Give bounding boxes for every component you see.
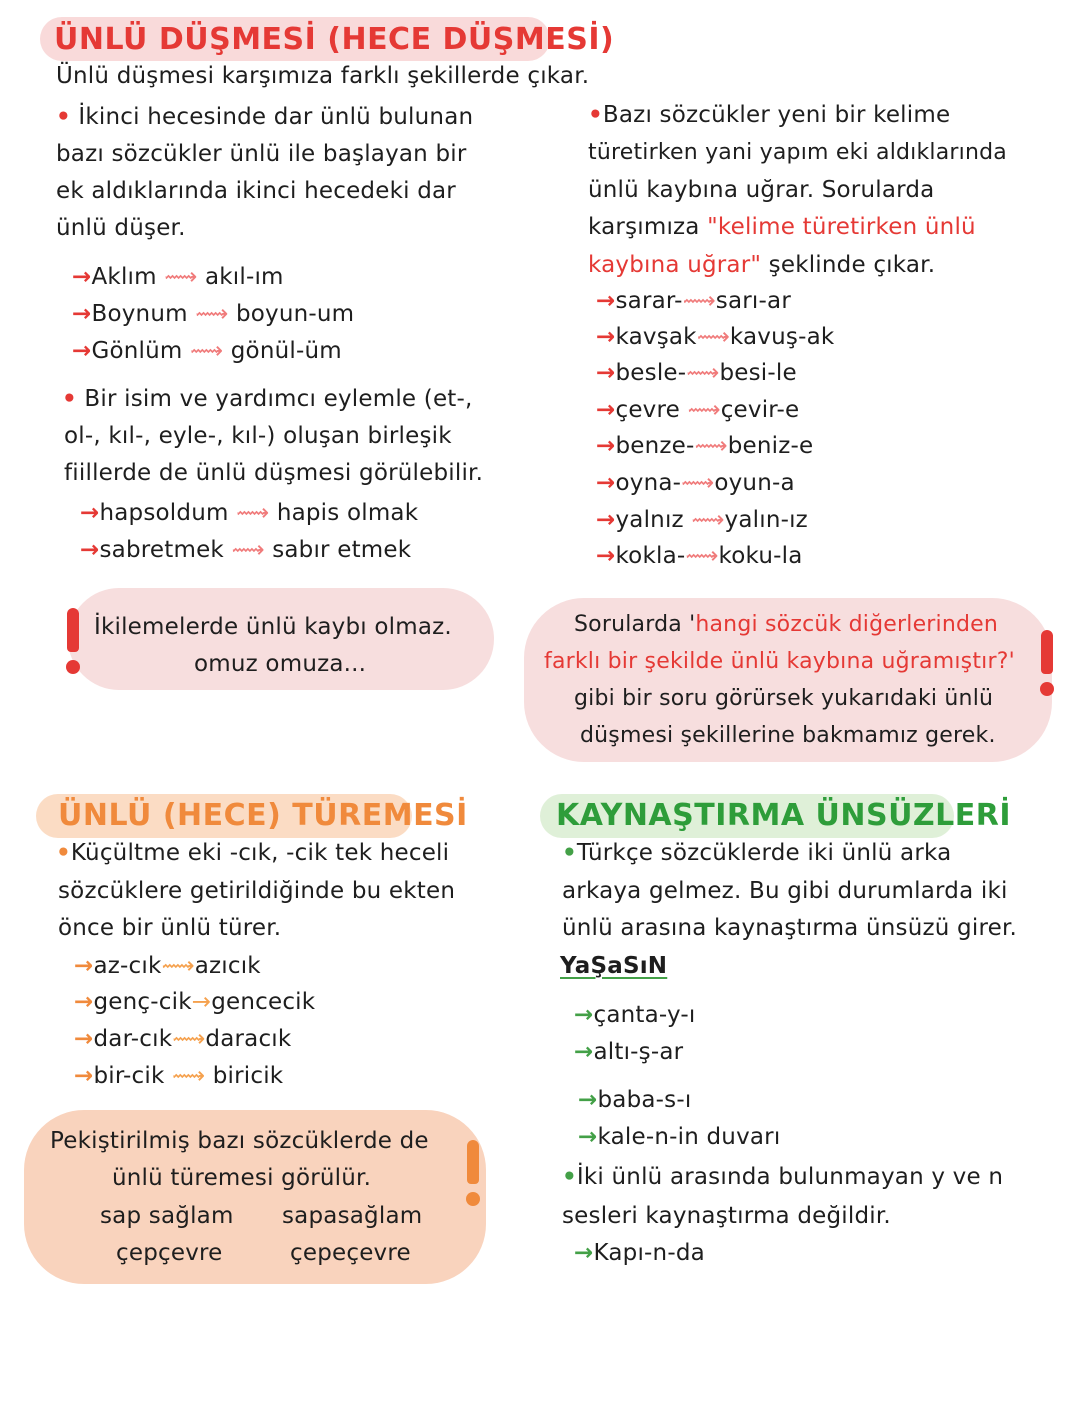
example-source: oyna-	[615, 470, 682, 496]
highlighted-text: "kelime türetirken ünlü	[707, 214, 976, 240]
wavy-arrow-icon: ⟿	[195, 301, 229, 327]
example-row	[596, 399, 799, 422]
wavy-arrow-icon: ⟿	[685, 543, 719, 569]
example-row	[596, 472, 795, 495]
arrow-icon: →	[74, 1026, 94, 1052]
arrow-icon: →	[72, 264, 92, 290]
example-row	[74, 1065, 283, 1088]
example-target: sabır etmek	[272, 537, 412, 563]
example-target: besi-le	[719, 360, 797, 386]
example-source: bir-cik	[93, 1063, 165, 1089]
example-text: kale-n-in duvarı	[597, 1124, 781, 1150]
arrow-icon: →	[596, 324, 616, 350]
arrow-icon: →	[596, 360, 616, 386]
compound-para-line-1	[62, 388, 473, 411]
arrow-icon: →	[596, 470, 616, 496]
arrow-icon: →	[596, 543, 616, 569]
arrow-icon: →	[596, 397, 616, 423]
arrow-icon: →	[596, 288, 616, 314]
left-para-line-4: ünlü düşer.	[56, 215, 186, 241]
left-para-line-3: ek aldıklarında ikinci hecedeki dar	[56, 178, 456, 204]
note-pair-row	[100, 1205, 234, 1228]
example-text: altı-ş-ar	[593, 1039, 684, 1065]
arrow-icon: →	[578, 1124, 598, 1150]
example-source: yalnız	[615, 507, 684, 533]
exclamation-icon	[64, 608, 82, 678]
note-right-line-4: düşmesi şekillerine bakmamız gerek.	[580, 723, 996, 748]
exclamation-icon	[464, 1140, 482, 1210]
pair-source: çepçevre	[116, 1240, 223, 1266]
example-row	[72, 266, 284, 289]
note-right-line-3: gibi bir soru görürsek yukarıdaki ünlü	[574, 686, 994, 711]
example-source: sabretmek	[99, 537, 224, 563]
example-source: az-cık	[93, 953, 162, 979]
note-right-line-2: farklı bir şekilde ünlü kaybına uğramıştır?'	[544, 649, 1015, 674]
example-row	[72, 303, 354, 326]
example-target: boyun-um	[235, 301, 355, 327]
section3-para2-line-1	[562, 1166, 1003, 1189]
text: Küçültme eki -cık, -cik tek heceli	[70, 840, 450, 866]
bullet-icon: •	[62, 386, 77, 412]
example-row	[596, 290, 791, 313]
example-row	[596, 435, 813, 458]
section3-para-line-2: arkaya gelmez. Bu gibi durumlarda iki	[562, 878, 1008, 904]
arrow-icon: →	[80, 500, 100, 526]
example-source: kokla-	[615, 543, 686, 569]
wavy-arrow-icon: ⟿	[691, 507, 725, 533]
example-target: oyun-a	[714, 470, 795, 496]
section2-title: ÜNLÜ (HECE) TÜREMESİ	[58, 798, 468, 833]
text: karşımıza	[588, 214, 708, 240]
note-pair-row	[116, 1242, 223, 1265]
wavy-arrow-icon: ⟿	[681, 470, 715, 496]
example-target: gönül-üm	[230, 338, 342, 364]
wavy-arrow-icon: ⟿	[682, 288, 716, 314]
example-row	[596, 362, 797, 385]
note-pair-row	[290, 1242, 411, 1265]
example-source: kavşak	[615, 324, 697, 350]
compound-para-line-3: fiillerde de ünlü düşmesi görülebilir.	[64, 460, 484, 486]
text: İkinci hecesinde dar ünlü bulunan	[78, 104, 474, 130]
note-pair-row	[282, 1205, 422, 1228]
note-section2-line-1: Pekiştirilmiş bazı sözcüklerde de	[50, 1128, 429, 1154]
section2-para-line-1	[56, 842, 449, 865]
text: Bir isim ve yardımcı eylemle (et-,	[84, 386, 473, 412]
example-source: dar-cık	[93, 1026, 173, 1052]
text: Sorularda '	[574, 612, 696, 637]
section2-para-line-2: sözcüklere getirildiğinde bu ekten	[58, 878, 456, 904]
section1-intro: Ünlü düşmesi karşımıza farklı şekillerde çıkar.	[56, 63, 590, 89]
wavy-arrow-icon: ⟿	[236, 500, 270, 526]
example-target: azıcık	[194, 953, 261, 979]
example-row	[574, 1242, 705, 1265]
mnemonic: YaŞaSıN	[560, 953, 668, 979]
compound-para-line-2: ol-, kıl-, eyle-, kıl-) oluşan birleşik	[64, 423, 452, 449]
example-row	[574, 1041, 683, 1064]
right-para-line-1	[588, 104, 950, 127]
arrow-icon: →	[74, 989, 94, 1015]
arrow-icon: →	[80, 537, 100, 563]
exclamation-icon	[1038, 630, 1056, 700]
example-target: koku-la	[718, 543, 803, 569]
note-section2-line-2: ünlü türemesi görülür.	[112, 1165, 372, 1191]
example-target: biricik	[212, 1063, 284, 1089]
right-para-line-2: türetirken yani yapım eki aldıklarında	[588, 140, 1007, 165]
bullet-icon: •	[56, 104, 71, 130]
pair-target: sapasağlam	[282, 1203, 423, 1229]
text: şeklinde çıkar.	[761, 252, 936, 278]
example-row	[596, 326, 834, 349]
example-source: benze-	[615, 433, 695, 459]
right-para-line-3: ünlü kaybına uğrar. Sorularda	[588, 177, 935, 203]
wavy-arrow-icon: ⟿	[687, 397, 721, 423]
example-text: çanta-y-ı	[593, 1002, 696, 1028]
left-para-line-2: bazı sözcükler ünlü ile başlayan bir	[56, 141, 467, 167]
bullet-icon: •	[56, 840, 71, 866]
bullet-icon: •	[562, 1164, 577, 1190]
wavy-arrow-icon: ⟿	[694, 433, 728, 459]
example-source: besle-	[615, 360, 687, 386]
arrow-icon: →	[574, 1039, 594, 1065]
example-row	[74, 991, 315, 1014]
example-target: yalın-ız	[724, 507, 808, 533]
wavy-arrow-icon: ⟿	[172, 1063, 206, 1089]
example-row	[74, 955, 261, 978]
example-source: Boynum	[91, 301, 188, 327]
bullet-icon: •	[562, 840, 577, 866]
left-para-line-1	[56, 106, 473, 129]
wavy-arrow-icon: →	[191, 989, 212, 1015]
pair-target: çepeçevre	[290, 1240, 411, 1266]
example-target: beniz-e	[727, 433, 814, 459]
example-text: Kapı-n-da	[593, 1240, 705, 1266]
example-row	[80, 502, 418, 525]
arrow-icon: →	[74, 1063, 94, 1089]
example-target: hapis olmak	[276, 500, 419, 526]
arrow-icon: →	[596, 507, 616, 533]
section3-title: KAYNAŞTIRMA ÜNSÜZLERİ	[556, 798, 1012, 833]
section1-title: ÜNLÜ DÜŞMESİ (HECE DÜŞMESİ)	[54, 22, 615, 57]
example-source: hapsoldum	[99, 500, 229, 526]
example-row	[574, 1004, 696, 1027]
example-target: kavuş-ak	[729, 324, 835, 350]
example-target: sarı-ar	[715, 288, 791, 314]
wavy-arrow-icon: ⟿	[231, 537, 265, 563]
arrow-icon: →	[74, 953, 94, 979]
example-row	[578, 1089, 691, 1112]
example-target: çevir-e	[720, 397, 800, 423]
text: Bazı sözcükler yeni bir kelime	[602, 102, 951, 128]
wavy-arrow-icon: ⟿	[686, 360, 720, 386]
note-right-line-1	[574, 614, 998, 636]
section3-para-line-3: ünlü arasına kaynaştırma ünsüzü girer.	[562, 915, 1017, 941]
example-row	[72, 340, 342, 363]
example-row	[578, 1126, 780, 1149]
wavy-arrow-icon: ⟿	[696, 324, 730, 350]
arrow-icon: →	[574, 1240, 594, 1266]
example-source: sarar-	[615, 288, 683, 314]
arrow-icon: →	[596, 433, 616, 459]
wavy-arrow-icon: ⟿	[172, 1026, 206, 1052]
example-row	[596, 545, 803, 568]
bullet-icon: •	[588, 102, 603, 128]
arrow-icon: →	[72, 301, 92, 327]
pair-source: sap sağlam	[100, 1203, 234, 1229]
wavy-arrow-icon: ⟿	[164, 264, 198, 290]
example-row	[74, 1028, 291, 1051]
example-row	[596, 509, 808, 532]
arrow-icon: →	[72, 338, 92, 364]
example-source: genç-cik	[93, 989, 192, 1015]
arrow-icon: →	[578, 1087, 598, 1113]
note-left-line-2: omuz omuza...	[194, 651, 367, 677]
arrow-icon: →	[574, 1002, 594, 1028]
wavy-arrow-icon: ⟿	[190, 338, 224, 364]
example-target: gencecik	[211, 989, 316, 1015]
highlighted-text: kaybına uğrar"	[588, 252, 762, 278]
section3-para2-line-2: sesleri kaynaştırma değildir.	[562, 1203, 891, 1229]
example-source: Aklım	[91, 264, 157, 290]
example-row	[80, 539, 411, 562]
example-target: daracık	[205, 1026, 292, 1052]
example-target: akıl-ım	[204, 264, 284, 290]
highlighted-text: hangi sözcük diğerlerinden	[695, 612, 999, 637]
text: İki ünlü arasında bulunmayan y ve n	[576, 1164, 1004, 1190]
right-para-line-5	[588, 254, 935, 277]
section3-para-line-1	[562, 842, 951, 865]
example-source: Gönlüm	[91, 338, 183, 364]
wavy-arrow-icon: ⟿	[161, 953, 195, 979]
example-text: baba-s-ı	[597, 1087, 692, 1113]
note-left-line-1: İkilemelerde ünlü kaybı olmaz.	[94, 614, 452, 640]
example-source: çevre	[615, 397, 680, 423]
section2-para-line-3: önce bir ünlü türer.	[58, 915, 282, 941]
right-para-line-4	[588, 216, 976, 239]
text: Türkçe sözcüklerde iki ünlü arka	[576, 840, 952, 866]
